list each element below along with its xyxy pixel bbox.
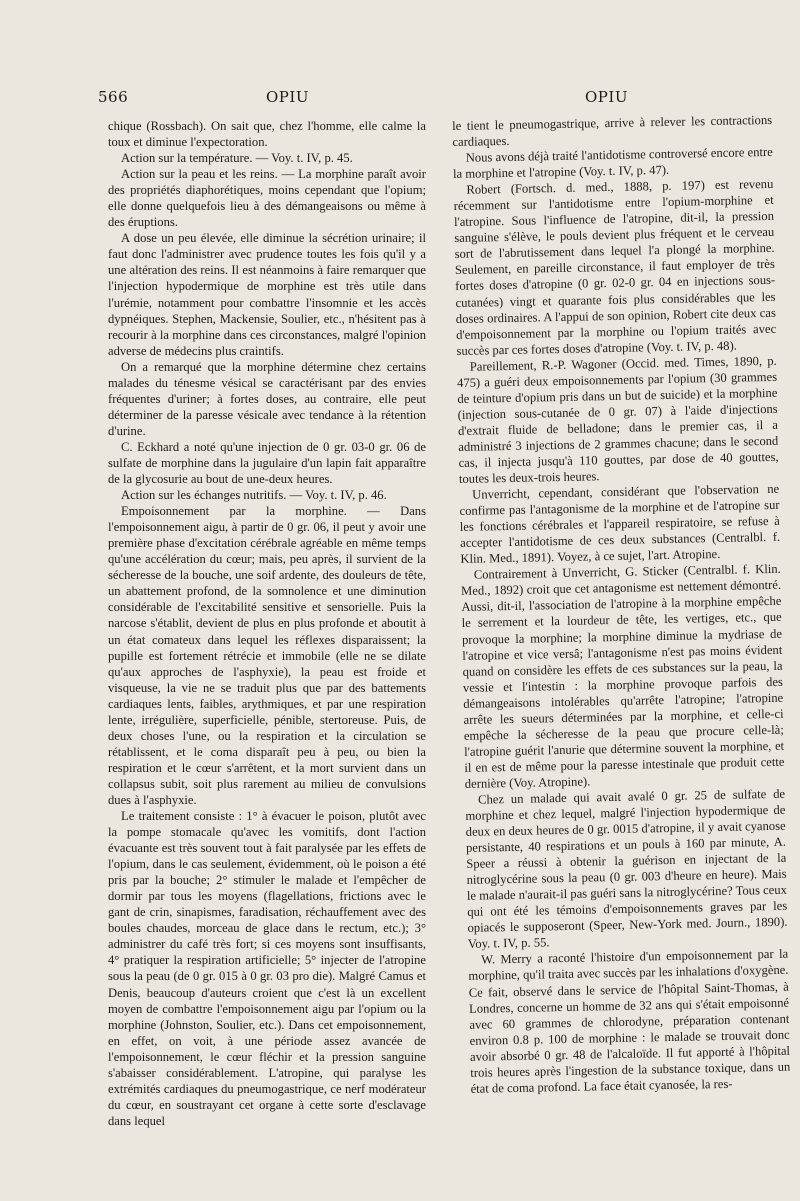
paragraph: Empoisonnement par la morphine. — Dans l'empoisonnement aigu, à partir de 0 gr. 06, il peut y avoir une première phase d'excitation cérébrale agréable en même temps qu'une accélération du cœur; mais, peu après, il survient de la sécheresse de la bouche, une soif ardente, des douleurs de tête, un abattement profond, de la somnolence et une diminution considérable de l'excitabilité sensitive et sensorielle. Puis la narcose s'établit, devient de plus en plus profonde et aboutit à un état comateux dans lequel les réflexes disparaissent; la pupille est fortement rétrécie et immobile (elle ne se dilate qu'aux approches de l'asphyxie), la peau est froide et visqueuse, la vie ne se traduit plus que par des battements cardiaques lents, faibles, arythmiques, et par une respiration lente, irrégulière, superficielle, pénible, stertoreuse. Puis, de deux choses l'une, ou la respiration et la circulation se rétablissent, et le coma disparaît peu à peu, ou bien la respiration et le cœur s'arrêtent, et la mort survient dans un collapsus subit, soit plus rarement au milieu de convulsions dues à l'asphyxie. (108, 504, 426, 807)
running-head-right: OPIU (585, 88, 628, 106)
paragraph: On a remarqué que la morphine détermine chez certains malades du ténesme vésical se caractérisant par des envies fréquentes d'uriner; à fortes doses, au contraire, elle peut déterminer de la paresse vésicale avec tendance à la rétention d'urine. (108, 359, 426, 438)
paragraph: Unverricht, cependant, considérant que l'observation ne confirme pas l'antagonisme de la morphine et de l'atropine sur les fonctions cérébrales et l'appareil respiratoire, se refuse à accepter l'antidotisme de ces deux substances (Centralbl. f. Klin. Med., 1891). Voyez, à ce sujet, l'art. Atropine. (459, 481, 781, 567)
paragraph: A dose un peu élevée, elle diminue la sécrétion urinaire; il faut donc l'administrer avec prudence toutes les fois qu'il y a une altération des reins. Il est néanmoins à faire remarquer que l'injection hypodermique de morphine est très utile dans l'urémie, notamment pour combattre l'insomnie et les accès dypnéiques. Stephen, Mackensie, Soulier, etc., n'hésitent pas à recourir à la morphine dans ces circonstances, malgré l'opinion adverse de médecins plus craintifs. (108, 231, 426, 358)
paragraph: Action sur les échanges nutritifs. — Voy. t. IV, p. 46. (121, 488, 387, 503)
paragraph: Action sur la température. — Voy. t. IV, p. 45. (121, 151, 353, 166)
paragraph: Chez un malade qui avait avalé 0 gr. 25 de sulfate de morphine et chez lequel, malgré l'injection hypodermique de deux en deux heures de 0 gr. 0015 d'atropine, il y avait cyanose persistante, 40 respirations et un pouls à 160 par minute, A. Speer a réussi à obtenir la guérison en injectant de la nitroglycérine sous la peau (0 gr. 003 d'heure en heure). Mais le malade n'aurait-il pas guéri sans la nitroglycérine? Tous ceux qui ont été les témoins d'empoisonnements graves par les opiacés le supposeront (Speer, New-York med. Journ., 1890). Voy. t. IV, p. 55. (465, 786, 788, 952)
paragraph: Pareillement, R.-P. Wagoner (Occid. med. Times, 1890, p. 475) a guéri deux empoisonnements par l'opium (30 grammes de teinture d'opium pris dans un but de suicide) et la morphine (injection sous-cutanée de 0 gr. 07) à l'aide d'injections d'extrait fluide de belladone; dans le premier cas, il a administré 3 injections de 2 grammes chacune; dans le second cas, il injecta jusqu'à 110 gouttes, par dose de 40 gouttes, toutes les deux-trois heures. (456, 353, 779, 486)
left-column (108, 118, 426, 1138)
paragraph: Le traitement consiste : 1° à évacuer le poison, plutôt avec la pompe stomacale qu'avec les vomitifs, dont l'action évacuante est très souvent tout à fait paralysée par les effets de l'opium, dans le cas seulement, évidemment, où le poison a été pris par la bouche; 2° stimuler le malade et l'empêcher de dormir par tous les moyens (flagellations, frictions avec le gant de crin, sinapismes, faradisation, réchauffement avec des boules chaudes, morceau de glace dans le rectum, etc.); 3° administrer du café très fort; si ces moyens sont insuffisants, 4° pratiquer la respiration artificielle; 5° injecter de l'atropine sous la peau (de 0 gr. 015 à 0 gr. 03 pro die). Malgré Camus et Denis, beaucoup d'auteurs croient que c'est là un excellent moyen de combattre l'empoisonnement aigu par l'opium ou la morphine (Johnston, Soulier, etc.). Dans cet empoisonnement, en effet, on voit, à une période assez avancée de l'empoisonnement, le cœur fléchir et la pression sanguine s'abaisser considérablement. L'atropine, qui paralyse les extrémités cardiaques du pneumogastrique, ce nerf modérateur du cœur, en soustrayant cet organe à cette sorte d'esclavage dans lequel (108, 809, 426, 1128)
running-head-left: OPIU (266, 88, 309, 106)
paragraph: Nous avons déjà traité l'antidotisme controversé encore entre la morphine et l'atropine (Voy. t. IV, p. 47). (452, 144, 773, 182)
paragraph: Robert (Fortsch. d. med., 1888, p. 197) est revenu récemment sur l'antidotisme entre l'opium-morphine et l'atropine. Sous l'influence de l'atropine, dit-il, la pression sanguine s'élève, le pouls devient plus fréquent et le cerveau sort de l'abrutissement dans lequel l'a plongé la morphine. Seulement, en pareille circonstance, il faut employer de très fortes doses d'atropine (0 gr. 02-0 gr. 04 en injections sous-cutanées) vingt et quarante fois plus considérables que les doses ordinaires. A l'appui de son opinion, Robert cite deux cas d'empoisonnement par la morphine ou l'opium traités avec succès par ces fortes doses d'atropine (Voy. t. IV, p. 48). (453, 177, 777, 358)
page-number: 566 (98, 88, 129, 106)
paragraph: Action sur la peau et les reins. — La morphine paraît avoir des propriétés diaphorétiques, moins cependant que l'opium; elle donne quelquefois lieu à des démangeaisons ou même à des éruptions. (108, 167, 426, 230)
paragraph: chique (Rossbach). On sait que, chez l'homme, elle calme la toux et diminue l'expectoration. (108, 119, 426, 150)
paragraph: le tient le pneumogastrique, arrive à relever les contractions cardiaques. (452, 112, 773, 150)
right-column (452, 112, 792, 1138)
paragraph: C. Eckhard a noté qu'une injection de 0 gr. 03-0 gr. 06 de sulfate de morphine dans la jugulaire d'un lapin fait apparaître de la glycosurie au bout de une-deux heures. (108, 439, 426, 487)
paragraph: W. Merry a raconté l'histoire d'un empoisonnement par la morphine, qu'il traita avec succès par les inhalations d'oxygène. Ce fait, observé dans le service de l'hôpital Saint-Thomas, à Londres, concerne un homme de 32 ans qui s'était empoisonné avec 60 grammes de chlorodyne, préparation contenant environ 0.8 p. 100 de morphine : le malade se trouvait donc avoir absorbé 0 gr. 48 de l'alcaloïde. Il fut apporté à l'hôpital trois heures après l'ingestion de la substance toxique, dans un état de coma profond. La face était cyanosée, la res- (468, 947, 791, 1096)
paragraph: Contrairement à Unverricht, G. Sticker (Centralbl. f. Klin. Med., 1892) croit que cet antagonisme est nettement démontré. Aussi, dit-il, l'association de l'atropine à la morphine empêche le serrement et la lourdeur de tête, les vertiges, etc., que provoque la morphine; la morphine diminue la mydriase de l'atropine et vice versâ; l'antagonisme n'est pas moins évident quand on considère les effets de ces substances sur la peau, la vessie et l'intestin : la morphine provoque parfois des démangeaisons intolérables qu'arrête l'atropine; l'atropine arrête les sueurs déterminées par la morphine, et celle-ci empêche la sécheresse de la peau que procure celle-là; l'atropine guérit l'anurie que détermine souvent la morphine, et il en est de même pour la paresse intestinale que produit cette dernière (Voy. Atropine). (460, 562, 785, 791)
